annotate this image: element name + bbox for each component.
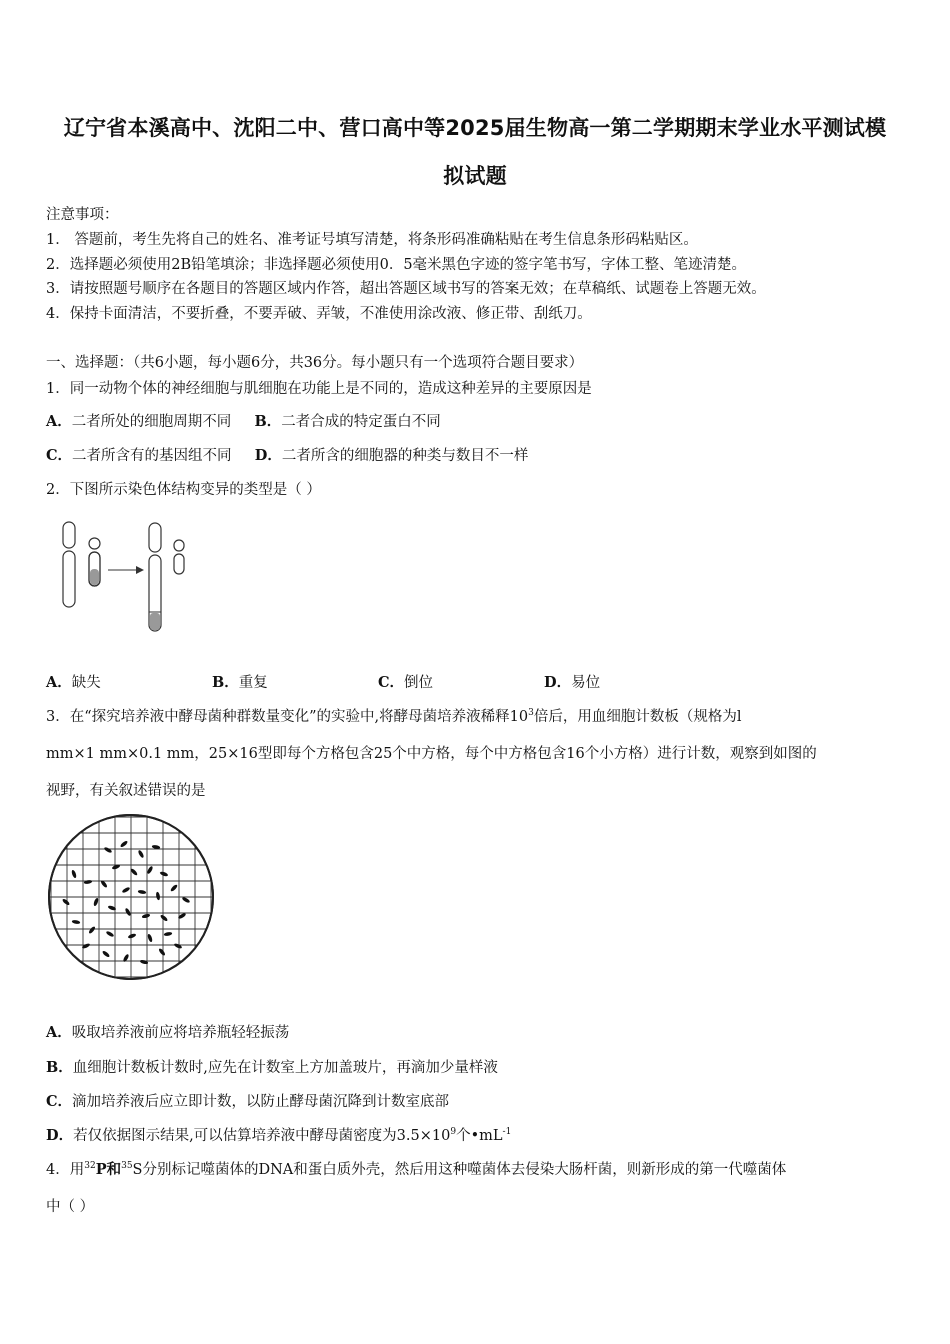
- q2-option-d-label: D．: [544, 674, 572, 691]
- q3-option-c: 滴加培养液后应立即计数，以防止酵母菌沉降到计数室底部: [72, 1094, 450, 1110]
- q2-options: [46, 671, 600, 692]
- q3-option-d-part1: 若仅依据图示结果,可以估算培养液中酵母菌密度为3.5×10: [73, 1128, 451, 1144]
- q3-option-a: 吸取培养液前应将培养瓶轻轻振荡: [71, 1025, 290, 1041]
- q3-option-b: 血细胞计数板计数时,应先在计数室上方加盖玻片，再滴加少量样液: [72, 1060, 498, 1076]
- q4-stem-part1: 4．用: [46, 1162, 85, 1178]
- q3-option-c-label: C．: [46, 1093, 73, 1110]
- q3-option-d-sup2: -1: [502, 1127, 512, 1138]
- q4-sup-p: 32: [84, 1161, 96, 1172]
- q2-option-a-label: A．: [46, 674, 72, 691]
- q3-stem-line1: [46, 705, 741, 726]
- q4-stem-part2: P和: [95, 1161, 122, 1178]
- q2-option-a: 缺失: [71, 675, 101, 691]
- q3-option-c-row: [46, 1090, 449, 1111]
- q1-option-a-label: A．: [46, 413, 72, 430]
- q2-option-b-label: B．: [212, 674, 239, 691]
- notice-heading: 注意事项：: [46, 207, 119, 223]
- q2-option-c: 倒位: [404, 675, 434, 691]
- q4-sup-s: 35: [121, 1161, 133, 1172]
- q3-stem-part2: 倍后，用血细胞计数板（规格为l: [533, 709, 742, 725]
- q3-option-d-row: [46, 1124, 511, 1145]
- notice-item-1: 1． 答题前，考生先将自己的姓名、准考证号填写清楚，将条形码准确粘贴在考生信息条形码粘贴区。: [46, 232, 698, 248]
- q1-option-b-label: B．: [254, 413, 282, 430]
- q3-option-b-row: [46, 1056, 498, 1077]
- q3-option-a-row: [46, 1021, 289, 1042]
- q3-stem-line3: 视野，有关叙述错误的是: [46, 783, 206, 799]
- hemocytometer-microscope-view-icon: [46, 812, 216, 982]
- q2-option-d: 易位: [571, 675, 601, 691]
- q3-stem-line2: mm×1 mm×0.1 mm，25×16型即每个方格包含25个中方格，每个中方格包含16个小方格）进行计数，观察到如图的: [46, 746, 817, 762]
- q3-option-d-label: D．: [46, 1127, 74, 1144]
- q3-option-a-label: A．: [46, 1024, 72, 1041]
- q3-option-b-label: B．: [46, 1059, 73, 1076]
- q3-stem-sup: 3: [528, 708, 534, 719]
- q1-option-d-label: D．: [254, 447, 282, 464]
- q1-stem: 1．同一动物个体的神经细胞与肌细胞在功能上是不同的，造成这种差异的主要原因是: [46, 381, 592, 397]
- q4-stem-line1: [46, 1158, 786, 1179]
- notice-item-4: 4．保持卡面清洁，不要折叠，不要弄破、弄皱，不准使用涂改液、修正带、刮纸刀。: [46, 306, 592, 322]
- q4-stem-line2: 中（ ）: [46, 1199, 95, 1215]
- q1-option-d: 二者所含的细胞器的种类与数目不一样: [281, 448, 529, 464]
- exam-title-line2: 拟试题: [443, 164, 507, 188]
- q3-option-d-part2: 个•mL: [456, 1128, 503, 1144]
- q2-stem: 2．下图所示染色体结构变异的类型是（ ）: [46, 482, 321, 498]
- q2-option-c-label: C．: [378, 674, 405, 691]
- exam-title-line1: 辽宁省本溪高中、沈阳二中、营口高中等2025届生物高一第二学期期末学业水平测试模: [63, 116, 887, 140]
- q2-option-b: 重复: [238, 675, 268, 691]
- chromosome-translocation-diagram-icon: [58, 520, 190, 638]
- notice-item-3: 3．请按照题号顺序在各题目的答题区域内作答，超出答题区域书写的答案无效；在草稿纸、试题卷上答题无效。: [46, 281, 766, 297]
- section-heading: 一、选择题：（共6小题，每小题6分，共36分。每小题只有一个选项符合题目要求）: [46, 355, 584, 371]
- q1-options-cd: [46, 444, 528, 465]
- q1-option-b: 二者合成的特定蛋白不同: [281, 414, 441, 430]
- q1-option-c-label: C．: [46, 447, 73, 464]
- q3-option-d-sup1: 9: [450, 1127, 457, 1138]
- q3-stem-part1: 3．在“探究培养液中酵母菌种群数量变化”的实验中,将酵母菌培养液稀释10: [46, 709, 529, 725]
- notice-item-2: 2．选择题必须使用2B铅笔填涂；非选择题必须使用0．5毫米黑色字迹的签字笔书写，字体工整、笔迹清楚。: [46, 257, 747, 273]
- q1-option-c: 二者所含有的基因组不同: [72, 448, 232, 464]
- q1-options-ab: [46, 410, 441, 431]
- q4-stem-part3: S分别标记噬菌体的DNA和蛋白质外壳，然后用这种噬菌体去侵染大肠杆菌，则新形成的第一代噬菌体: [132, 1162, 787, 1178]
- q1-option-a: 二者所处的细胞周期不同: [71, 414, 232, 430]
